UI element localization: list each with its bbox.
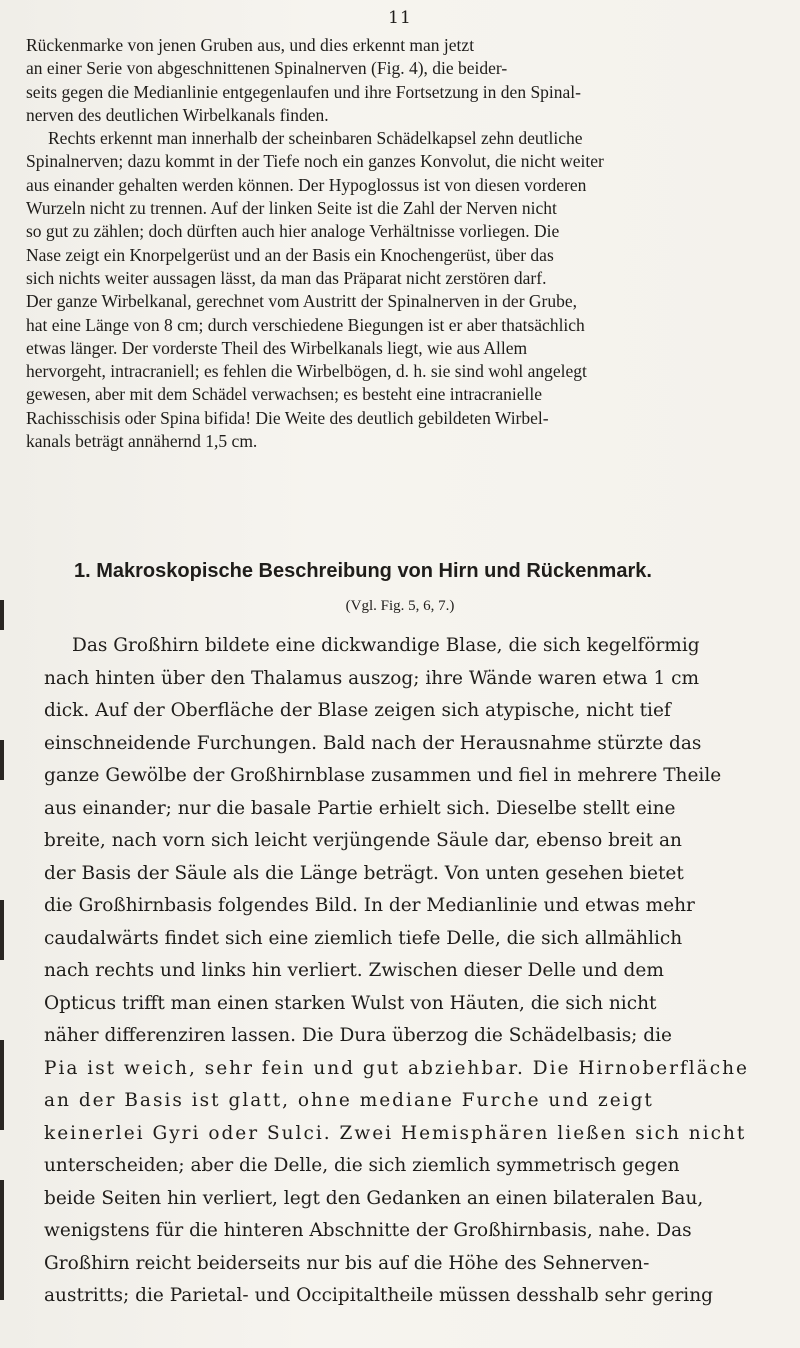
text-line: aus einander; nur die basale Partie erhielt sich. Dieselbe stellt eine [44,797,676,819]
text-line: Nase zeigt ein Knorpelgerüst und an der Basis ein Knochengerüst, über das [26,244,554,265]
text-line: austritts; die Parietal- und Occipitaltheile müssen desshalb sehr gering [44,1285,713,1306]
page-edge-shadow [0,1040,4,1130]
text-line: nach hinten über den Thalamus auszog; ihre Wände waren etwa 1 cm [44,667,700,689]
text-line: wenigstens für die hinteren Abschnitte der Großhirnbasis, nahe. Das [44,1220,692,1241]
text-line: an einer Serie von abgeschnittenen Spinalnerven (Fig. 4), die beider- [26,58,508,79]
text-line: näher differenziren lassen. Die Dura überzog die Schädelbasis; die [44,1025,673,1046]
text-line: kanals beträgt annähernd 1,5 cm. [26,431,258,452]
text-line: der Basis der Säule als die Länge beträgt. Von unten gesehen bietet [44,862,684,884]
text-line: Großhirn reicht beiderseits nur bis auf die Höhe des Sehnerven- [44,1252,650,1274]
text-line: einschneidende Furchungen. Bald nach der Herausnahme stürzte das [44,732,702,754]
text-line: beide Seiten hin verliert, legt den Gedanken an einen bilateralen Bau, [44,1187,704,1209]
text-line: Spinalnerven; dazu kommt in der Tiefe noch ein ganzes Konvolut, die nicht weiter [26,151,604,172]
page-edge-shadow [0,740,4,780]
text-line: die Großhirnbasis folgendes Bild. In der Medianlinie und etwas mehr [44,895,695,916]
text-line: an der Basis ist glatt, ohne mediane Furche und zeigt [44,1090,654,1111]
continuation-paragraph [26,34,746,453]
page-edge-shadow [0,900,4,960]
body-paragraph [44,630,784,1313]
text-line: Opticus trifft man einen starken Wulst von Häuten, die sich nicht [44,992,657,1014]
text-line: breite, nach vorn sich leicht verjüngende Säule dar, ebenso breit an [44,830,682,851]
text-line: aus einander gehalten werden können. Der Hypoglossus ist von diesen vorderen [26,174,587,195]
text-line: hat eine Länge von 8 cm; durch verschiedene Biegungen ist er aber thatsächlich [26,314,585,335]
text-line: Pia ist weich, sehr fein und gut abziehbar. Die Hirnoberfläche [44,1057,749,1079]
text-line: hervorgeht, intracraniell; es fehlen die Wirbelbögen, d. h. sie sind wohl angelegt [26,361,587,382]
text-line: etwas länger. Der vorderste Theil des Wirbelkanals liegt, wie aus Allem [26,337,528,358]
page-number: 11 [388,8,412,28]
text-line: unterscheiden; aber die Delle, die sich ziemlich symmetrisch gegen [44,1155,680,1176]
page-edge-shadow [0,600,4,630]
text-line: Rechts erkennt man innerhalb der scheinbaren Schädelkapsel zehn deutliche [48,128,583,149]
text-line: Rachisschisis oder Spina bifida! Die Weite des deutlich gebildeten Wirbel- [26,407,549,428]
text-line: so gut zu zählen; doch dürften auch hier analoge Verhältnisse vorliegen. Die [26,221,560,242]
section-heading: 1. Makroskopische Beschreibung von Hirn und Rückenmark. [74,560,652,582]
text-line: nerven des deutlichen Wirbelkanals finden. [26,104,329,125]
text-line: keinerlei Gyri oder Sulci. Zwei Hemisphären ließen sich nicht [44,1122,747,1144]
text-line: Wurzeln nicht zu trennen. Auf der linken Seite ist die Zahl der Nerven nicht [26,198,557,219]
text-line: seits gegen die Medianlinie entgegenlaufen und ihre Fortsetzung in den Spinal- [26,81,581,102]
figure-reference: (Vgl. Fig. 5, 6, 7.) [345,598,455,614]
text-line: nach rechts und links hin verliert. Zwischen dieser Delle und dem [44,960,664,981]
text-line: ganze Gewölbe der Großhirnblase zusammen und fiel in mehrere Theile [44,765,722,786]
page-edge-shadow [0,1180,4,1300]
text-line: dick. Auf der Oberfläche der Blase zeigen sich atypische, nicht tief [44,700,671,721]
text-line: Rückenmarke von jenen Gruben aus, und dies erkennt man jetzt [26,35,475,55]
text-line: Das Großhirn bildete eine dickwandige Blase, die sich kegelförmig [72,635,700,656]
text-line: gewesen, aber mit dem Schädel verwachsen; es besteht eine intracranielle [26,384,543,405]
text-line: caudalwärts findet sich eine ziemlich tiefe Delle, die sich allmählich [44,927,683,949]
text-line: Der ganze Wirbelkanal, gerechnet vom Austritt der Spinalnerven in der Grube, [26,291,578,312]
text-line: sich nichts weiter aussagen lässt, da man das Präparat nicht zerstören darf. [26,267,547,288]
